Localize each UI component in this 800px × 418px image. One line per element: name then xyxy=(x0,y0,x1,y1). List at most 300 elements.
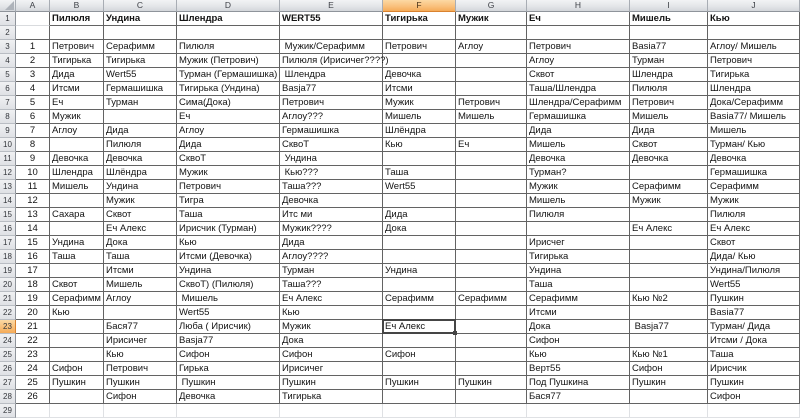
cell-B6[interactable]: Итсми xyxy=(50,82,104,96)
cell-E29[interactable] xyxy=(280,404,383,418)
cell-H13[interactable]: Мужик xyxy=(527,180,630,194)
cell-I7[interactable]: Петрович xyxy=(630,96,708,110)
cell-C14[interactable]: Мужик xyxy=(104,194,177,208)
cell-E12[interactable]: Кью??? xyxy=(280,166,383,180)
cell-B4[interactable]: Тигирька xyxy=(50,54,104,68)
column-header-F[interactable]: F xyxy=(383,0,456,12)
cell-D10[interactable]: Дида xyxy=(177,138,280,152)
cell-J26[interactable]: Ирисчик xyxy=(708,362,800,376)
cell-D2[interactable] xyxy=(177,26,280,40)
cell-A10[interactable]: 8 xyxy=(16,138,50,152)
row-header-26[interactable]: 26 xyxy=(0,362,16,376)
cell-F25[interactable]: Сифон xyxy=(383,348,456,362)
cell-I17[interactable] xyxy=(630,236,708,250)
cell-E5[interactable]: Шлендра xyxy=(280,68,383,82)
cell-I1[interactable]: Мишель xyxy=(630,12,708,26)
cell-F24[interactable] xyxy=(383,334,456,348)
cell-J6[interactable]: Шлендра xyxy=(708,82,800,96)
cell-A5[interactable]: 3 xyxy=(16,68,50,82)
cell-I8[interactable]: Мишель xyxy=(630,110,708,124)
cell-C25[interactable]: Кью xyxy=(104,348,177,362)
cell-A28[interactable]: 26 xyxy=(16,390,50,404)
cell-E9[interactable]: Гермашишка xyxy=(280,124,383,138)
cell-B5[interactable]: Дида xyxy=(50,68,104,82)
cell-D6[interactable]: Тигирька (Ундина) xyxy=(177,82,280,96)
row-header-7[interactable]: 7 xyxy=(0,96,16,110)
cell-D12[interactable]: Мужик xyxy=(177,166,280,180)
cell-A21[interactable]: 19 xyxy=(16,292,50,306)
column-header-C[interactable]: C xyxy=(104,0,177,12)
cell-I13[interactable]: Серафимм xyxy=(630,180,708,194)
cell-I26[interactable]: Сифон xyxy=(630,362,708,376)
cell-C23[interactable]: Бася77 xyxy=(104,320,177,334)
row-header-5[interactable]: 5 xyxy=(0,68,16,82)
cell-F28[interactable] xyxy=(383,390,456,404)
cell-E10[interactable]: СквоТ xyxy=(280,138,383,152)
cell-J12[interactable]: Гермашишка xyxy=(708,166,800,180)
cell-A9[interactable]: 7 xyxy=(16,124,50,138)
cell-B25[interactable] xyxy=(50,348,104,362)
cell-I11[interactable]: Девочка xyxy=(630,152,708,166)
cell-E11[interactable]: Ундина xyxy=(280,152,383,166)
cell-C9[interactable]: Дида xyxy=(104,124,177,138)
column-header-I[interactable]: I xyxy=(630,0,708,12)
cell-G10[interactable]: Еч xyxy=(456,138,527,152)
cell-D21[interactable]: Мишель xyxy=(177,292,280,306)
cell-H22[interactable]: Итсми xyxy=(527,306,630,320)
cell-F6[interactable]: Итсми xyxy=(383,82,456,96)
cell-C5[interactable]: Wert55 xyxy=(104,68,177,82)
cell-G4[interactable] xyxy=(456,54,527,68)
cell-C6[interactable]: Гермашишка xyxy=(104,82,177,96)
cell-I20[interactable] xyxy=(630,278,708,292)
cell-A3[interactable]: 1 xyxy=(16,40,50,54)
cell-D4[interactable]: Мужик (Петрович) xyxy=(177,54,280,68)
column-header-D[interactable]: D xyxy=(177,0,280,12)
cell-F17[interactable] xyxy=(383,236,456,250)
cell-H16[interactable] xyxy=(527,222,630,236)
column-header-H[interactable]: H xyxy=(527,0,630,12)
cell-J8[interactable]: Basia77/ Мишель xyxy=(708,110,800,124)
cell-B15[interactable]: Сахара xyxy=(50,208,104,222)
cell-H10[interactable]: Мишель xyxy=(527,138,630,152)
cell-C22[interactable] xyxy=(104,306,177,320)
cell-J19[interactable]: Ундина/Пилюля xyxy=(708,264,800,278)
cell-I29[interactable] xyxy=(630,404,708,418)
cell-E20[interactable]: Таша??? xyxy=(280,278,383,292)
cell-E17[interactable]: Дида xyxy=(280,236,383,250)
cell-J25[interactable]: Таша xyxy=(708,348,800,362)
row-header-18[interactable]: 18 xyxy=(0,250,16,264)
cell-H12[interactable]: Турман? xyxy=(527,166,630,180)
row-header-10[interactable]: 10 xyxy=(0,138,16,152)
row-header-29[interactable]: 29 xyxy=(0,404,16,418)
cell-A2[interactable] xyxy=(16,26,50,40)
cell-D9[interactable]: Аглоу xyxy=(177,124,280,138)
cell-J27[interactable]: Пушкин xyxy=(708,376,800,390)
cell-E13[interactable]: Таша??? xyxy=(280,180,383,194)
cell-A24[interactable]: 22 xyxy=(16,334,50,348)
cell-C19[interactable]: Итсми xyxy=(104,264,177,278)
cell-A15[interactable]: 13 xyxy=(16,208,50,222)
row-header-13[interactable]: 13 xyxy=(0,180,16,194)
cell-H1[interactable]: Еч xyxy=(527,12,630,26)
cell-D8[interactable]: Еч xyxy=(177,110,280,124)
cell-D13[interactable]: Петрович xyxy=(177,180,280,194)
row-header-11[interactable]: 11 xyxy=(0,152,16,166)
cell-A23[interactable]: 21 xyxy=(16,320,50,334)
cell-C21[interactable]: Аглоу xyxy=(104,292,177,306)
row-header-22[interactable]: 22 xyxy=(0,306,16,320)
cell-E8[interactable]: Аглоу??? xyxy=(280,110,383,124)
cell-H19[interactable]: Ундина xyxy=(527,264,630,278)
cell-D25[interactable]: Сифон xyxy=(177,348,280,362)
cell-F16[interactable]: Дока xyxy=(383,222,456,236)
cell-A19[interactable]: 17 xyxy=(16,264,50,278)
row-header-28[interactable]: 28 xyxy=(0,390,16,404)
cell-B19[interactable] xyxy=(50,264,104,278)
cell-J18[interactable]: Дида/ Кью xyxy=(708,250,800,264)
cell-F15[interactable]: Дида xyxy=(383,208,456,222)
cell-D17[interactable]: Кью xyxy=(177,236,280,250)
cell-H3[interactable]: Петрович xyxy=(527,40,630,54)
cell-A26[interactable]: 24 xyxy=(16,362,50,376)
cell-E1[interactable]: WERT55 xyxy=(280,12,383,26)
cell-C20[interactable]: Мишель xyxy=(104,278,177,292)
cell-J17[interactable]: Сквот xyxy=(708,236,800,250)
cell-C18[interactable]: Таша xyxy=(104,250,177,264)
cell-A14[interactable]: 12 xyxy=(16,194,50,208)
cell-F1[interactable]: Тигирька xyxy=(383,12,456,26)
select-all-button[interactable] xyxy=(0,0,16,12)
row-header-25[interactable]: 25 xyxy=(0,348,16,362)
cell-H20[interactable]: Таша xyxy=(527,278,630,292)
cell-E6[interactable]: Basja77 xyxy=(280,82,383,96)
cell-J15[interactable]: Пилюля xyxy=(708,208,800,222)
cell-I18[interactable] xyxy=(630,250,708,264)
row-header-27[interactable]: 27 xyxy=(0,376,16,390)
cell-J2[interactable] xyxy=(708,26,800,40)
cell-B10[interactable] xyxy=(50,138,104,152)
cell-J13[interactable]: Серафимм xyxy=(708,180,800,194)
cell-G18[interactable] xyxy=(456,250,527,264)
cell-G6[interactable] xyxy=(456,82,527,96)
cell-G15[interactable] xyxy=(456,208,527,222)
cell-B1[interactable]: Пилюля xyxy=(50,12,104,26)
cell-B24[interactable] xyxy=(50,334,104,348)
cell-F11[interactable] xyxy=(383,152,456,166)
row-header-1[interactable]: 1 xyxy=(0,12,16,26)
cell-E21[interactable]: Еч Алекс xyxy=(280,292,383,306)
cell-F20[interactable] xyxy=(383,278,456,292)
column-header-G[interactable]: G xyxy=(456,0,527,12)
cell-C12[interactable]: Шлёндра xyxy=(104,166,177,180)
column-header-A[interactable]: A xyxy=(16,0,50,12)
cell-I2[interactable] xyxy=(630,26,708,40)
cell-I25[interactable]: Кью №1 xyxy=(630,348,708,362)
cell-C11[interactable]: Девочка xyxy=(104,152,177,166)
row-header-19[interactable]: 19 xyxy=(0,264,16,278)
cell-F18[interactable] xyxy=(383,250,456,264)
cell-E28[interactable]: Тигирька xyxy=(280,390,383,404)
row-header-21[interactable]: 21 xyxy=(0,292,16,306)
active-cell-F23[interactable]: Еч Алекс xyxy=(383,320,456,334)
cell-C16[interactable]: Еч Алекс xyxy=(104,222,177,236)
cell-E25[interactable]: Сифон xyxy=(280,348,383,362)
cell-D16[interactable]: Ирисчик (Турман) xyxy=(177,222,280,236)
cell-E23[interactable]: Мужик xyxy=(280,320,383,334)
cell-H18[interactable]: Тигирька xyxy=(527,250,630,264)
cell-H2[interactable] xyxy=(527,26,630,40)
cell-I27[interactable]: Пушкин xyxy=(630,376,708,390)
cell-J28[interactable]: Сифон xyxy=(708,390,800,404)
cell-C3[interactable]: Серафимм xyxy=(104,40,177,54)
cell-A4[interactable]: 2 xyxy=(16,54,50,68)
cell-I5[interactable]: Шлендра xyxy=(630,68,708,82)
cell-G29[interactable] xyxy=(456,404,527,418)
cell-I21[interactable]: Кью №2 xyxy=(630,292,708,306)
cell-B26[interactable]: Сифон xyxy=(50,362,104,376)
cell-E7[interactable]: Петрович xyxy=(280,96,383,110)
cell-C17[interactable]: Дока xyxy=(104,236,177,250)
cell-H15[interactable]: Пилюля xyxy=(527,208,630,222)
cell-H8[interactable]: Гермашишка xyxy=(527,110,630,124)
cell-G21[interactable]: Серафимм xyxy=(456,292,527,306)
cell-J4[interactable]: Петрович xyxy=(708,54,800,68)
cell-D5[interactable]: Турман (Гермашишка) xyxy=(177,68,280,82)
cell-G23[interactable] xyxy=(456,320,527,334)
cell-D15[interactable]: Таша xyxy=(177,208,280,222)
cell-E26[interactable]: Ирисичег xyxy=(280,362,383,376)
cell-A8[interactable]: 6 xyxy=(16,110,50,124)
cell-J29[interactable] xyxy=(708,404,800,418)
cell-A12[interactable]: 10 xyxy=(16,166,50,180)
cell-B3[interactable]: Петрович xyxy=(50,40,104,54)
cell-A29[interactable] xyxy=(16,404,50,418)
cell-B11[interactable]: Девочка xyxy=(50,152,104,166)
cell-C15[interactable]: Сквот xyxy=(104,208,177,222)
cell-B7[interactable]: Еч xyxy=(50,96,104,110)
cell-F22[interactable] xyxy=(383,306,456,320)
cell-I6[interactable]: Пилюля xyxy=(630,82,708,96)
cell-G13[interactable] xyxy=(456,180,527,194)
cell-E27[interactable]: Пушкин xyxy=(280,376,383,390)
cell-F21[interactable]: Серафимм xyxy=(383,292,456,306)
cell-F27[interactable]: Пушкин xyxy=(383,376,456,390)
cell-G19[interactable] xyxy=(456,264,527,278)
cell-B13[interactable]: Мишель xyxy=(50,180,104,194)
cell-J22[interactable]: Basia77 xyxy=(708,306,800,320)
cell-D22[interactable]: Wert55 xyxy=(177,306,280,320)
cell-F12[interactable]: Таша xyxy=(383,166,456,180)
cell-D26[interactable]: Гирька xyxy=(177,362,280,376)
cell-D20[interactable]: СквоТ) (Пилюля) xyxy=(177,278,280,292)
cell-B2[interactable] xyxy=(50,26,104,40)
cell-E19[interactable]: Турман xyxy=(280,264,383,278)
cell-B18[interactable]: Таша xyxy=(50,250,104,264)
column-header-B[interactable]: B xyxy=(50,0,104,12)
cell-H29[interactable] xyxy=(527,404,630,418)
column-header-J[interactable]: J xyxy=(708,0,800,12)
cell-A11[interactable]: 9 xyxy=(16,152,50,166)
cell-G25[interactable] xyxy=(456,348,527,362)
cell-D7[interactable]: Сима(Дока) xyxy=(177,96,280,110)
cell-B29[interactable] xyxy=(50,404,104,418)
cell-D29[interactable] xyxy=(177,404,280,418)
row-header-20[interactable]: 20 xyxy=(0,278,16,292)
cell-F4[interactable] xyxy=(383,54,456,68)
cell-H14[interactable]: Мишель xyxy=(527,194,630,208)
cell-H7[interactable]: Шлендра/Серафимм xyxy=(527,96,630,110)
cell-H21[interactable]: Серафимм xyxy=(527,292,630,306)
cell-B27[interactable]: Пушкин xyxy=(50,376,104,390)
cell-E15[interactable]: Итс ми xyxy=(280,208,383,222)
cell-D19[interactable]: Ундина xyxy=(177,264,280,278)
cell-A27[interactable]: 25 xyxy=(16,376,50,390)
cell-E22[interactable]: Кью xyxy=(280,306,383,320)
cell-C27[interactable]: Пушкин xyxy=(104,376,177,390)
row-header-23[interactable]: 23 xyxy=(0,320,16,334)
cell-D28[interactable]: Девочка xyxy=(177,390,280,404)
cell-E24[interactable]: Дока xyxy=(280,334,383,348)
cell-D23[interactable]: Люба ( Ирисчик) xyxy=(177,320,280,334)
cell-E4[interactable]: Пилюля (Ирисичег????) xyxy=(282,55,389,66)
row-header-2[interactable]: 2 xyxy=(0,26,16,40)
cell-A22[interactable]: 20 xyxy=(16,306,50,320)
cell-I10[interactable]: Сквот xyxy=(630,138,708,152)
cell-H28[interactable]: Бася77 xyxy=(527,390,630,404)
cell-H27[interactable]: Под Пушкина xyxy=(527,376,630,390)
cell-F2[interactable] xyxy=(383,26,456,40)
cell-F3[interactable]: Петрович xyxy=(383,40,456,54)
cell-E2[interactable] xyxy=(280,26,383,40)
cell-I22[interactable] xyxy=(630,306,708,320)
row-header-15[interactable]: 15 xyxy=(0,208,16,222)
cell-B14[interactable] xyxy=(50,194,104,208)
row-header-16[interactable]: 16 xyxy=(0,222,16,236)
cell-J11[interactable]: Девочка xyxy=(708,152,800,166)
cell-G8[interactable]: Мишель xyxy=(456,110,527,124)
cell-B28[interactable] xyxy=(50,390,104,404)
row-header-9[interactable]: 9 xyxy=(0,124,16,138)
cell-J10[interactable]: Турман/ Кью xyxy=(708,138,800,152)
cell-A20[interactable]: 18 xyxy=(16,278,50,292)
cell-C8[interactable] xyxy=(104,110,177,124)
cell-E14[interactable]: Девочка xyxy=(280,194,383,208)
cell-F26[interactable] xyxy=(383,362,456,376)
cell-I19[interactable] xyxy=(630,264,708,278)
cell-B20[interactable]: Сквот xyxy=(50,278,104,292)
cell-G2[interactable] xyxy=(456,26,527,40)
cell-G14[interactable] xyxy=(456,194,527,208)
cell-G26[interactable] xyxy=(456,362,527,376)
cell-A18[interactable]: 16 xyxy=(16,250,50,264)
cell-I16[interactable]: Еч Алекс xyxy=(630,222,708,236)
cell-D18[interactable]: Итсми (Девочка) xyxy=(177,250,280,264)
cell-D14[interactable]: Тигра xyxy=(177,194,280,208)
cell-G27[interactable]: Пушкин xyxy=(456,376,527,390)
row-header-4[interactable]: 4 xyxy=(0,54,16,68)
cell-A1[interactable] xyxy=(16,12,50,26)
cell-F7[interactable]: Мужик xyxy=(383,96,456,110)
row-header-17[interactable]: 17 xyxy=(0,236,16,250)
cell-I3[interactable]: Basia77 xyxy=(630,40,708,54)
cell-F5[interactable]: Девочка xyxy=(383,68,456,82)
cell-B8[interactable]: Мужик xyxy=(50,110,104,124)
cell-H26[interactable]: Верт55 xyxy=(527,362,630,376)
cell-J3[interactable]: Аглоу/ Мишель xyxy=(708,40,800,54)
cell-C10[interactable]: Пилюля xyxy=(104,138,177,152)
cell-H5[interactable]: Сквот xyxy=(527,68,630,82)
cell-B17[interactable]: Ундина xyxy=(50,236,104,250)
cell-F13[interactable]: Wert55 xyxy=(383,180,456,194)
cell-C26[interactable]: Петрович xyxy=(104,362,177,376)
cell-B9[interactable]: Аглоу xyxy=(50,124,104,138)
cell-G12[interactable] xyxy=(456,166,527,180)
cell-I28[interactable] xyxy=(630,390,708,404)
cell-E18[interactable]: Аглоу???? xyxy=(280,250,383,264)
cell-F29[interactable] xyxy=(383,404,456,418)
cell-J14[interactable]: Мужик xyxy=(708,194,800,208)
cell-F8[interactable]: Мишель xyxy=(383,110,456,124)
cell-G9[interactable] xyxy=(456,124,527,138)
cell-J5[interactable]: Тигирька xyxy=(708,68,800,82)
cell-J16[interactable]: Еч Алекс xyxy=(708,222,800,236)
cell-H24[interactable]: Сифон xyxy=(527,334,630,348)
cell-G1[interactable]: Мужик xyxy=(456,12,527,26)
cell-I24[interactable] xyxy=(630,334,708,348)
cell-B12[interactable]: Шлендра xyxy=(50,166,104,180)
cell-G22[interactable] xyxy=(456,306,527,320)
cell-H9[interactable]: Дида xyxy=(527,124,630,138)
cell-I9[interactable]: Дида xyxy=(630,124,708,138)
cell-E3[interactable]: Мужик/Серафимм xyxy=(280,40,383,54)
cell-C2[interactable] xyxy=(104,26,177,40)
cell-H25[interactable]: Кью xyxy=(527,348,630,362)
cell-J24[interactable]: Итсми / Дока xyxy=(708,334,800,348)
cell-C1[interactable]: Ундина xyxy=(104,12,177,26)
cell-F10[interactable]: Кью xyxy=(383,138,456,152)
cell-D27[interactable]: Пушкин xyxy=(177,376,280,390)
cell-H4[interactable]: Аглоу xyxy=(527,54,630,68)
row-header-24[interactable]: 24 xyxy=(0,334,16,348)
cell-H17[interactable]: Ирисчег xyxy=(527,236,630,250)
row-header-12[interactable]: 12 xyxy=(0,166,16,180)
cell-J20[interactable]: Wert55 xyxy=(708,278,800,292)
row-header-3[interactable]: 3 xyxy=(0,40,16,54)
cell-I4[interactable]: Турман xyxy=(630,54,708,68)
cell-B23[interactable] xyxy=(50,320,104,334)
cell-J23[interactable]: Турман/ Дида xyxy=(708,320,800,334)
cell-G20[interactable] xyxy=(456,278,527,292)
column-header-E[interactable]: E xyxy=(280,0,383,12)
cell-H11[interactable]: Девочка xyxy=(527,152,630,166)
cell-F19[interactable]: Ундина xyxy=(383,264,456,278)
cell-C4[interactable]: Тигирька xyxy=(104,54,177,68)
cell-G7[interactable]: Петрович xyxy=(456,96,527,110)
cell-D11[interactable]: СквоТ xyxy=(177,152,280,166)
cell-I23[interactable]: Basja77 xyxy=(630,320,708,334)
cell-D3[interactable]: Пилюля xyxy=(177,40,280,54)
cell-C29[interactable] xyxy=(104,404,177,418)
cell-C24[interactable]: Ирисичег xyxy=(104,334,177,348)
cell-A16[interactable]: 14 xyxy=(16,222,50,236)
cell-J7[interactable]: Дока/Серафимм xyxy=(708,96,800,110)
cell-C13[interactable]: Ундина xyxy=(104,180,177,194)
cell-F9[interactable]: Шлёндра xyxy=(383,124,456,138)
cell-G17[interactable] xyxy=(456,236,527,250)
cell-E16[interactable]: Мужик???? xyxy=(280,222,383,236)
